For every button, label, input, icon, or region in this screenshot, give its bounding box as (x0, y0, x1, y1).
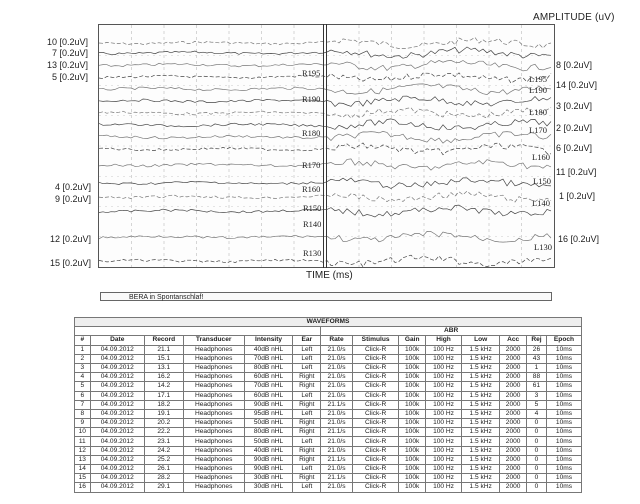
table-cell: 21.0/s (321, 363, 353, 372)
table-cell: 100k (399, 428, 426, 437)
table-cell: 04.09.2012 (90, 400, 144, 409)
column-header[interactable]: # (75, 336, 91, 345)
table-cell: 100 Hz (425, 474, 461, 483)
table-cell: 100k (399, 354, 426, 363)
table-cell: 04.09.2012 (90, 437, 144, 446)
left-ear-trace-label: L150 (533, 176, 551, 186)
right-scale-label: 1 [0.2uV] (559, 191, 596, 201)
table-cell: 4 (75, 373, 91, 382)
left-scale-label: 7 [0.2uV] (52, 48, 89, 58)
table-cell: 1.5 kHz (462, 455, 500, 464)
table-cell: 100 Hz (425, 465, 461, 474)
table-cell: 04.09.2012 (90, 474, 144, 483)
table-cell: 100 Hz (425, 428, 461, 437)
table-cell: Headphones (183, 474, 244, 483)
table-cell: 30dB nHL (244, 483, 293, 492)
table-cell: 1.5 kHz (462, 373, 500, 382)
table-cell: 21.0/s (321, 345, 353, 354)
table-cell: Headphones (183, 437, 244, 446)
table-cell: 10ms (546, 400, 581, 409)
table-cell: Left (293, 391, 321, 400)
left-scale-label: 5 [0.2uV] (52, 72, 89, 82)
table-cell: 21.0/s (321, 446, 353, 455)
table-cell: 1.5 kHz (462, 409, 500, 418)
table-cell: 04.09.2012 (90, 419, 144, 428)
waveforms-table (74, 317, 582, 493)
table-cell: Right (293, 400, 321, 409)
column-header[interactable]: Low (462, 336, 500, 345)
table-cell: Right (293, 455, 321, 464)
table-cell: 2 (75, 354, 91, 363)
table-cell: 2000 (500, 363, 527, 372)
table-cell: 70dB nHL (244, 382, 293, 391)
table-cell: 1 (75, 345, 91, 354)
table-cell: Left (293, 465, 321, 474)
table-cell: Left (293, 437, 321, 446)
table-cell: 2000 (500, 382, 527, 391)
table-cell: 2000 (500, 419, 527, 428)
table-cell: 90dB nHL (244, 455, 293, 464)
table-cell: 100k (399, 483, 426, 492)
table-cell: 2000 (500, 428, 527, 437)
table-cell: 14 (75, 465, 91, 474)
table-cell: 24.2 (144, 446, 183, 455)
table-cell: 2000 (500, 483, 527, 492)
table-cell: 100k (399, 391, 426, 400)
table-row[interactable] (75, 363, 582, 372)
table-cell: 100 Hz (425, 345, 461, 354)
table-cell: 10ms (546, 419, 581, 428)
right-scale-label: 3 [0.2uV] (556, 101, 593, 111)
table-cell: 2000 (500, 400, 527, 409)
table-cell: 100 Hz (425, 373, 461, 382)
table-cell: Click-R (352, 465, 399, 474)
table-row[interactable] (75, 455, 582, 464)
table-cell: Click-R (352, 409, 399, 418)
table-cell: 21.0/s (321, 483, 353, 492)
table-cell: 19.1 (144, 409, 183, 418)
table-cell: 16.2 (144, 373, 183, 382)
right-scale-label: 14 [0.2uV] (556, 80, 598, 90)
table-cell: 13 (75, 455, 91, 464)
table-cell: 2000 (500, 465, 527, 474)
table-cell: Headphones (183, 400, 244, 409)
table-cell: 100k (399, 409, 426, 418)
table-cell: 15.1 (144, 354, 183, 363)
table-cell: 10ms (546, 382, 581, 391)
left-ear-trace-label: L180 (529, 107, 547, 117)
table-cell: 0 (526, 419, 546, 428)
table-cell: 1.5 kHz (462, 345, 500, 354)
table-cell: 100k (399, 400, 426, 409)
table-row[interactable] (75, 446, 582, 455)
table-cell: 2000 (500, 345, 527, 354)
table-cell: 26 (526, 345, 546, 354)
status-bar (100, 292, 552, 301)
table-cell: 1.5 kHz (462, 446, 500, 455)
table-cell: 21.1 (144, 345, 183, 354)
left-ear-trace-label: L140 (532, 198, 550, 208)
table-cell: 60dB nHL (244, 373, 293, 382)
table-cell: Click-R (352, 446, 399, 455)
table-cell: 04.09.2012 (90, 455, 144, 464)
table-cell: 40dB nHL (244, 345, 293, 354)
table-cell: 28.2 (144, 474, 183, 483)
table-cell: 100 Hz (425, 400, 461, 409)
right-ear-trace-label: R140 (303, 219, 322, 229)
table-cell: Click-R (352, 483, 399, 492)
table-cell: 1.5 kHz (462, 428, 500, 437)
table-cell: 100k (399, 437, 426, 446)
table-cell: Headphones (183, 382, 244, 391)
table-cell: 1.5 kHz (462, 474, 500, 483)
table-cell: Headphones (183, 345, 244, 354)
table-cell: 1.5 kHz (462, 465, 500, 474)
table-cell: 04.09.2012 (90, 428, 144, 437)
table-cell: 10ms (546, 483, 581, 492)
right-ear-trace-label: R190 (302, 94, 321, 104)
table-cell: 70dB nHL (244, 354, 293, 363)
table-cell: 100 Hz (425, 409, 461, 418)
table-cell: 21.0/s (321, 465, 353, 474)
right-ear-trace-label: R180 (302, 128, 321, 138)
table-cell: 21.0/s (321, 382, 353, 391)
table-cell: 0 (526, 474, 546, 483)
table-row[interactable] (75, 400, 582, 409)
table-cell: Right (293, 382, 321, 391)
table-cell: 2000 (500, 409, 527, 418)
table-cell: 21.0/s (321, 391, 353, 400)
column-header[interactable]: Record (144, 336, 183, 345)
table-cell: Headphones (183, 409, 244, 418)
table-header-row (75, 336, 582, 345)
table-cell: 23.1 (144, 437, 183, 446)
table-cell: 10ms (546, 474, 581, 483)
amplitude-axis-label: AMPLITUDE (uV) (533, 12, 615, 23)
table-cell: 100k (399, 465, 426, 474)
table-cell: 22.2 (144, 428, 183, 437)
table-cell: 10 (75, 428, 91, 437)
table-cell: Right (293, 373, 321, 382)
table-cell: 1.5 kHz (462, 354, 500, 363)
table-cell: 0 (526, 446, 546, 455)
table-cell: Left (293, 354, 321, 363)
table-cell: 04.09.2012 (90, 363, 144, 372)
table-cell: 10ms (546, 455, 581, 464)
table-cell: 21.0/s (321, 409, 353, 418)
table-body (75, 345, 582, 492)
table-cell: 0 (526, 483, 546, 492)
table-cell: Headphones (183, 446, 244, 455)
table-cell: 5 (526, 400, 546, 409)
table-cell: 2000 (500, 474, 527, 483)
right-scale-label: 8 [0.2uV] (556, 60, 593, 70)
table-cell: 13.1 (144, 363, 183, 372)
table-cell: 100k (399, 382, 426, 391)
table-cell: 2000 (500, 446, 527, 455)
table-cell: 90dB nHL (244, 465, 293, 474)
table-cell: 04.09.2012 (90, 345, 144, 354)
table-cell: 100 Hz (425, 382, 461, 391)
table-cell: 0 (526, 428, 546, 437)
column-header[interactable]: Acc (500, 336, 527, 345)
table-cell: 2000 (500, 354, 527, 363)
table-row[interactable] (75, 483, 582, 492)
table-row[interactable] (75, 391, 582, 400)
column-header[interactable]: Gain (399, 336, 426, 345)
right-ear-trace-label: R195 (302, 68, 321, 78)
table-cell: 100 Hz (425, 419, 461, 428)
table-cell: 21.0/s (321, 419, 353, 428)
table-cell: Click-R (352, 455, 399, 464)
table-group-label: ABR (321, 327, 582, 336)
table-cell: 1.5 kHz (462, 437, 500, 446)
table-row[interactable] (75, 465, 582, 474)
table-cell: 1.5 kHz (462, 391, 500, 400)
table-cell: 50dB nHL (244, 419, 293, 428)
table-cell: 100k (399, 373, 426, 382)
table-cell: Left (293, 409, 321, 418)
table-cell: 8 (75, 409, 91, 418)
table-cell: Click-R (352, 400, 399, 409)
right-ear-trace-label: R130 (303, 248, 322, 258)
table-spacer (75, 327, 321, 336)
table-cell: Right (293, 446, 321, 455)
table-cell: 100k (399, 474, 426, 483)
table-cell: 1.5 kHz (462, 382, 500, 391)
table-cell: 95dB nHL (244, 409, 293, 418)
table-cell: 100k (399, 419, 426, 428)
table-row[interactable] (75, 382, 582, 391)
left-scale-label: 12 [0.2uV] (50, 234, 92, 244)
table-cell: 16 (75, 483, 91, 492)
table-cell: Left (293, 345, 321, 354)
column-header[interactable]: Date (90, 336, 144, 345)
table-cell: Headphones (183, 428, 244, 437)
column-header[interactable]: Epoch (546, 336, 581, 345)
left-scale-label: 9 [0.2uV] (55, 194, 92, 204)
table-cell: 21.0/s (321, 437, 353, 446)
table-cell: 10ms (546, 446, 581, 455)
table-cell: Click-R (352, 373, 399, 382)
table-cell: 10ms (546, 428, 581, 437)
table-cell: 21.1/s (321, 428, 353, 437)
table-cell: 04.09.2012 (90, 446, 144, 455)
column-header[interactable]: High (425, 336, 461, 345)
table-row[interactable] (75, 474, 582, 483)
table-cell: Click-R (352, 428, 399, 437)
table-cell: Click-R (352, 354, 399, 363)
table-cell: 29.1 (144, 483, 183, 492)
table-cell: 100 Hz (425, 446, 461, 455)
left-ear-trace-label: L195 (529, 74, 547, 84)
table-cell: 04.09.2012 (90, 465, 144, 474)
column-header[interactable]: Rej (526, 336, 546, 345)
table-cell: 21.1/s (321, 455, 353, 464)
table-cell: 04.09.2012 (90, 483, 144, 492)
table-cell: 12 (75, 446, 91, 455)
table-row[interactable] (75, 437, 582, 446)
table-cell: 1.5 kHz (462, 483, 500, 492)
table-row[interactable] (75, 373, 582, 382)
table-cell: 100k (399, 345, 426, 354)
table-cell: 04.09.2012 (90, 373, 144, 382)
table-cell: 1.5 kHz (462, 419, 500, 428)
left-ear-trace-label: L130 (534, 242, 552, 252)
table-cell: Click-R (352, 474, 399, 483)
table-cell: 61 (526, 382, 546, 391)
table-cell: 11 (75, 437, 91, 446)
waveforms-table-container (74, 317, 582, 493)
left-ear-trace-label: L160 (532, 152, 550, 162)
right-scale-label: 16 [0.2uV] (558, 234, 600, 244)
table-cell: 1.5 kHz (462, 400, 500, 409)
table-cell: 100 Hz (425, 483, 461, 492)
table-cell: 04.09.2012 (90, 409, 144, 418)
right-ear-trace-label: R160 (302, 184, 321, 194)
table-cell: 100 Hz (425, 437, 461, 446)
right-ear-trace-label: R170 (302, 160, 321, 170)
table-cell: 21.1/s (321, 400, 353, 409)
table-cell: 4 (526, 409, 546, 418)
table-cell: 60dB nHL (244, 391, 293, 400)
table-cell: 04.09.2012 (90, 391, 144, 400)
table-cell: 04.09.2012 (90, 382, 144, 391)
left-scale-label: 13 [0.2uV] (47, 60, 89, 70)
table-cell: 25.2 (144, 455, 183, 464)
table-cell: 10ms (546, 409, 581, 418)
table-cell: 3 (526, 391, 546, 400)
table-cell: 21.0/s (321, 373, 353, 382)
table-cell: Right (293, 419, 321, 428)
table-cell: 0 (526, 455, 546, 464)
table-cell: 21.1/s (321, 474, 353, 483)
latency-cursor[interactable] (323, 24, 327, 268)
table-cell: 90dB nHL (244, 400, 293, 409)
table-cell: 2000 (500, 437, 527, 446)
right-scale-label: 2 [0.2uV] (556, 123, 593, 133)
table-cell: 100k (399, 455, 426, 464)
table-title: WAVEFORMS (75, 318, 582, 327)
table-cell: Headphones (183, 373, 244, 382)
table-cell: 10ms (546, 345, 581, 354)
table-row[interactable] (75, 345, 582, 354)
table-row[interactable] (75, 354, 582, 363)
table-cell: 5 (75, 382, 91, 391)
table-cell: 50dB nHL (244, 437, 293, 446)
left-scale-label: 10 [0.2uV] (47, 37, 89, 47)
table-cell: 2000 (500, 373, 527, 382)
table-cell: Click-R (352, 437, 399, 446)
table-cell: 100k (399, 446, 426, 455)
column-header[interactable]: Rate (321, 336, 353, 345)
table-cell: Headphones (183, 354, 244, 363)
table-cell: Click-R (352, 363, 399, 372)
table-cell: 10ms (546, 465, 581, 474)
left-scale-label: 4 [0.2uV] (55, 182, 92, 192)
table-cell: Headphones (183, 455, 244, 464)
table-cell: Headphones (183, 483, 244, 492)
table-cell: 26.1 (144, 465, 183, 474)
time-axis-label: TIME (ms) (306, 270, 353, 281)
table-cell: 6 (75, 391, 91, 400)
table-cell: 0 (526, 465, 546, 474)
table-cell: Right (293, 428, 321, 437)
table-cell: 15 (75, 474, 91, 483)
table-cell: 80dB nHL (244, 428, 293, 437)
column-header[interactable]: Transducer (183, 336, 244, 345)
table-cell: 100 Hz (425, 363, 461, 372)
table-cell: 0 (526, 437, 546, 446)
table-cell: 20.2 (144, 419, 183, 428)
column-header[interactable]: Ear (293, 336, 321, 345)
table-cell: 100k (399, 363, 426, 372)
table-cell: 18.2 (144, 400, 183, 409)
left-ear-trace-label: L190 (529, 85, 547, 95)
table-cell: 7 (75, 400, 91, 409)
table-cell: Headphones (183, 363, 244, 372)
table-cell: 2000 (500, 455, 527, 464)
table-cell: 100 Hz (425, 354, 461, 363)
table-cell: 14.2 (144, 382, 183, 391)
table-cell: 30dB nHL (244, 474, 293, 483)
table-row[interactable] (75, 428, 582, 437)
table-cell: 2000 (500, 391, 527, 400)
table-cell: Left (293, 483, 321, 492)
table-cell: 40dB nHL (244, 446, 293, 455)
table-cell: Click-R (352, 419, 399, 428)
table-cell: Click-R (352, 391, 399, 400)
table-cell: 1.5 kHz (462, 363, 500, 372)
table-cell: 100 Hz (425, 455, 461, 464)
table-cell: Headphones (183, 465, 244, 474)
right-scale-label: 6 [0.2uV] (556, 143, 593, 153)
table-cell: Click-R (352, 382, 399, 391)
table-cell: Left (293, 363, 321, 372)
left-ear-trace-label: L170 (529, 125, 547, 135)
table-cell: 10ms (546, 391, 581, 400)
table-cell: 10ms (546, 373, 581, 382)
table-cell: 10ms (546, 437, 581, 446)
table-cell: Right (293, 474, 321, 483)
table-cell: 10ms (546, 363, 581, 372)
table-cell: Headphones (183, 419, 244, 428)
table-cell: Click-R (352, 345, 399, 354)
table-cell: 1 (526, 363, 546, 372)
status-text: BERA in Spontanschlaf! (129, 294, 204, 301)
table-cell: 10ms (546, 354, 581, 363)
table-row[interactable] (75, 409, 582, 418)
table-cell: 21.0/s (321, 354, 353, 363)
right-ear-trace-label: R150 (303, 203, 322, 213)
column-header[interactable]: Intensity (244, 336, 293, 345)
table-cell: 3 (75, 363, 91, 372)
table-cell: 88 (526, 373, 546, 382)
table-cell: 17.1 (144, 391, 183, 400)
table-cell: 9 (75, 419, 91, 428)
table-cell: Headphones (183, 391, 244, 400)
table-cell: 100 Hz (425, 391, 461, 400)
right-scale-label: 11 [0.2uV] (556, 167, 597, 177)
column-header[interactable]: Stimulus (352, 336, 399, 345)
table-cell: 43 (526, 354, 546, 363)
table-cell: 04.09.2012 (90, 354, 144, 363)
table-cell: 80dB nHL (244, 363, 293, 372)
table-row[interactable] (75, 419, 582, 428)
left-scale-label: 15 [0.2uV] (50, 258, 92, 268)
